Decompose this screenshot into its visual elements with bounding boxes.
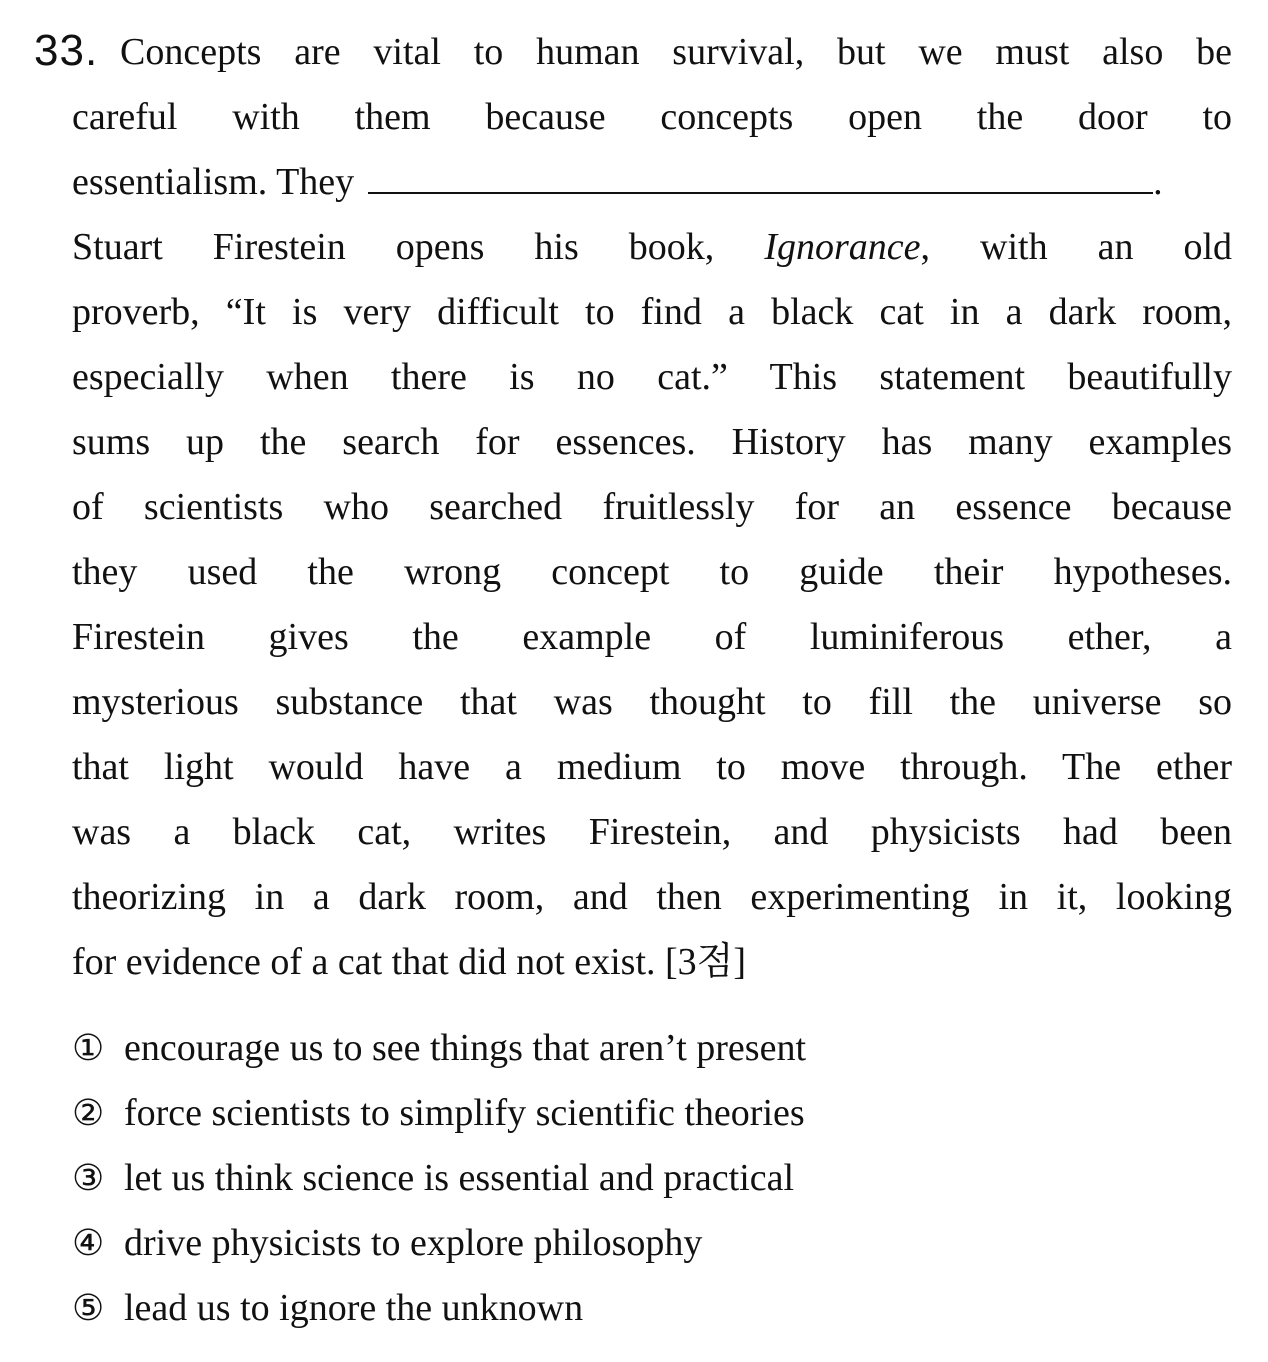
choice-text: lead us to ignore the unknown <box>124 1287 584 1329</box>
passage-text: . <box>1153 161 1163 203</box>
choice-marker: ⑤ <box>72 1288 105 1329</box>
passage-line: of scientists who searched fruitlessly for an essence because <box>72 486 1232 528</box>
passage-line: sums up the search for essences. History has many examples <box>72 421 1232 463</box>
passage-line: for evidence of a cat that did not exist. [3점] <box>72 941 747 983</box>
choice-marker: ④ <box>72 1223 105 1264</box>
choice-5[interactable] <box>72 1276 1232 1341</box>
choice-text: encourage us to see things that aren’t present <box>124 1027 807 1069</box>
choice-marker: ① <box>72 1028 105 1069</box>
choice-marker: ② <box>72 1093 105 1134</box>
passage-line: that light would have a medium to move through. The ether <box>72 746 1232 788</box>
passage-line: especially when there is no cat.” This statement beautifully <box>72 356 1232 398</box>
answer-choices <box>72 1016 1232 1341</box>
passage-line: Firestein gives the example of luminiferous ether, a <box>72 616 1232 658</box>
passage-line-with-blank <box>72 150 1232 215</box>
passage-text: , with an old <box>920 226 1233 268</box>
passage-line: was a black cat, writes Firestein, and physicists had been <box>72 811 1232 853</box>
book-title: Ignorance <box>764 226 921 268</box>
choice-marker: ③ <box>72 1158 105 1199</box>
question-number: 33. <box>34 26 99 75</box>
choice-2[interactable] <box>72 1081 1232 1146</box>
passage-line <box>72 215 1232 280</box>
passage-line: careful with them because concepts open the door to <box>72 96 1232 138</box>
choice-3[interactable] <box>72 1146 1232 1211</box>
choice-text: force scientists to simplify scientific theories <box>124 1092 805 1134</box>
passage-text: Stuart Firestein opens his book, <box>72 226 715 268</box>
answer-blank <box>368 162 1153 194</box>
passage-text: essentialism. They <box>72 161 355 203</box>
choice-text: let us think science is essential and practical <box>124 1157 795 1199</box>
choice-1[interactable] <box>72 1016 1232 1081</box>
passage-line: proverb, “It is very difficult to find a black cat in a dark room, <box>72 291 1232 333</box>
choice-4[interactable] <box>72 1211 1232 1276</box>
passage-line: mysterious substance that was thought to fill the universe so <box>72 681 1232 723</box>
choice-text: drive physicists to explore philosophy <box>124 1222 703 1264</box>
passage-line: Concepts are vital to human survival, but we must also be <box>120 31 1232 73</box>
passage-line: they used the wrong concept to guide their hypotheses. <box>72 551 1232 593</box>
passage-line: theorizing in a dark room, and then experimenting in it, looking <box>72 876 1232 918</box>
passage <box>72 20 1232 995</box>
